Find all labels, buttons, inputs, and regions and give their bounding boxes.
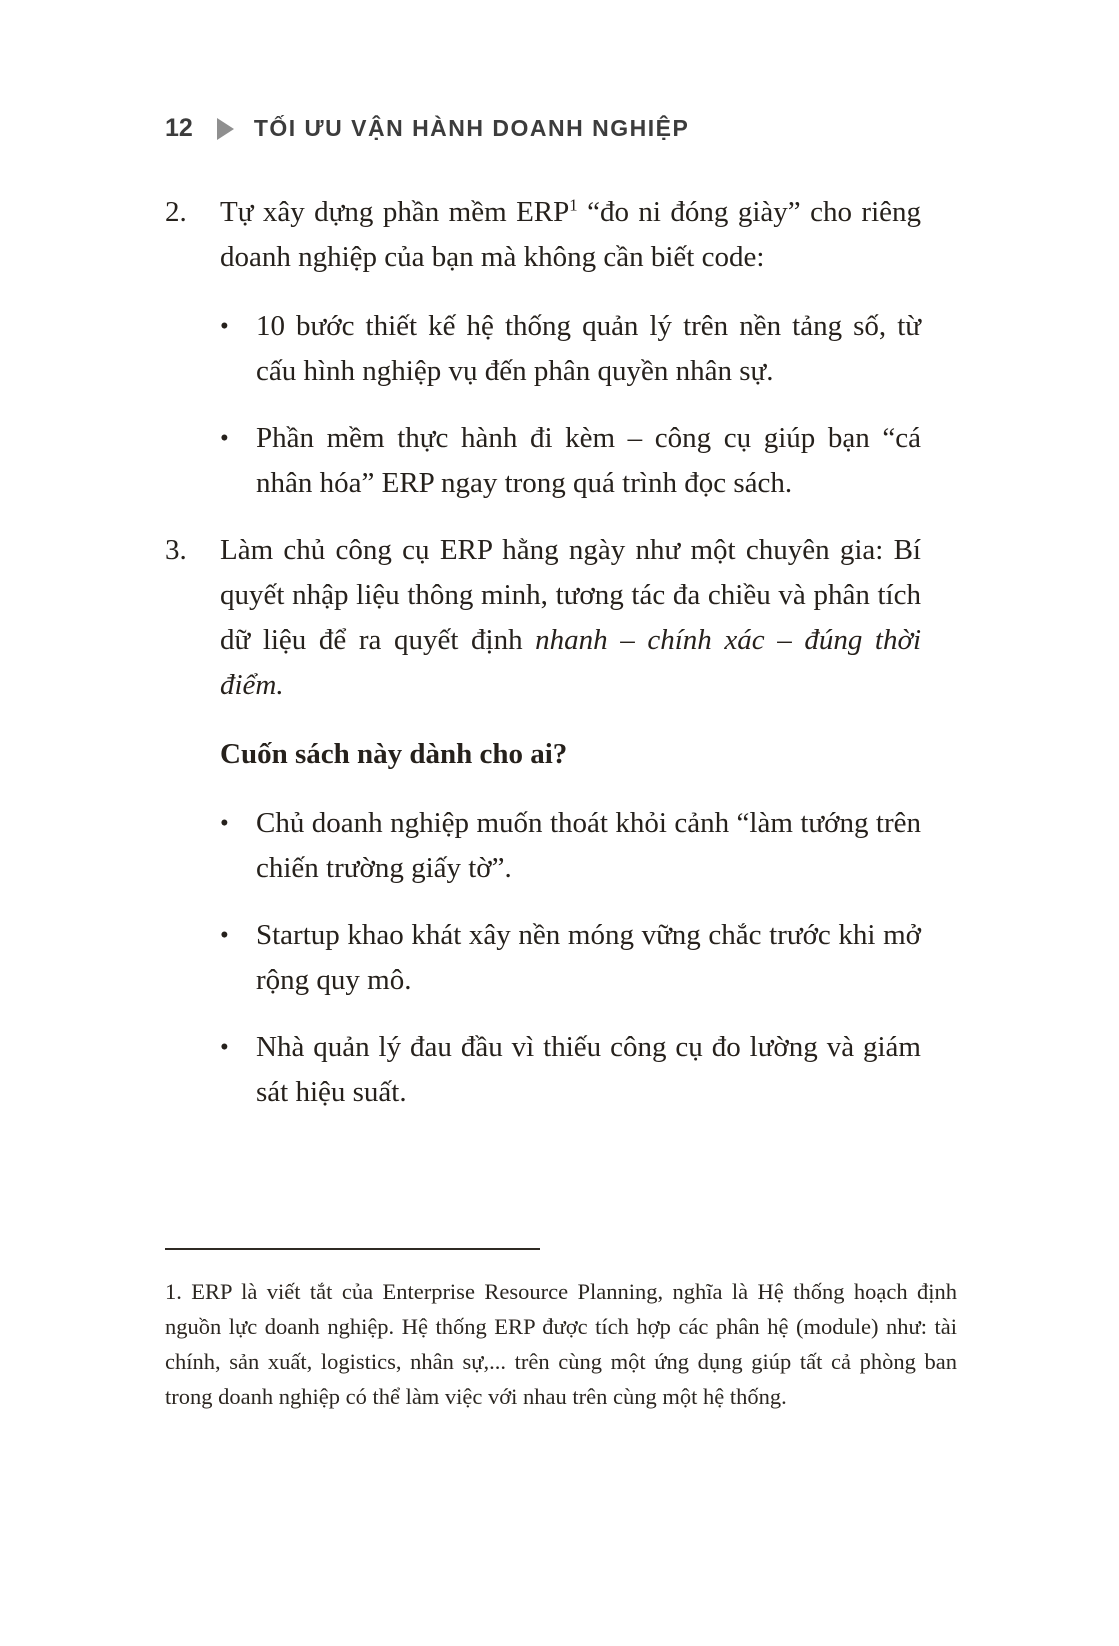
list-item (220, 1025, 921, 1115)
list-item-text (220, 190, 921, 280)
item2-bullet-group (220, 304, 921, 506)
item3-text: Làm chủ công cụ ERP hằng ngày như một chuyên gia: Bí quyết nhập liệu thông minh, tương tác đa chiều và phân tích dữ liệu để ra quyết định (220, 534, 921, 656)
section-subheading: Cuốn sách này dành cho ai? (220, 738, 568, 770)
triangle-icon (217, 118, 234, 140)
footnote-text: 1. ERP là viết tắt của Enterprise Resource Planning, nghĩa là Hệ thống hoạch định nguồn lực doanh nghiệp. Hệ thống ERP được tích hợp các phân hệ (module) như: tài chính, sản xuất, logistics, nhân sự,... trên cùng một ứng dụng giúp tất cả phòng ban trong doanh nghiệp có thể làm việc với nhau trên cùng một hệ thống. (165, 1279, 957, 1409)
item3-italic-phrase: nhanh – chính xác – đúng thời điểm. (220, 624, 922, 701)
list-item-number: 2. (165, 196, 187, 228)
list-item-2 (165, 190, 921, 280)
bullet-text: Nhà quản lý đau đầu vì thiếu công cụ đo lường và giám sát hiệu suất. (256, 1031, 921, 1108)
page-body (165, 190, 921, 1137)
bullet-icon: • (220, 922, 229, 949)
list-item (220, 801, 921, 891)
item2-lead: Tự xây dựng phần mềm ERP (220, 196, 570, 228)
bullet-text: Phần mềm thực hành đi kèm – công cụ giúp bạn “cá nhân hóa” ERP ngay trong quá trình đọc sách. (256, 422, 921, 499)
list-item-number: 3. (165, 534, 187, 566)
bullet-icon: • (220, 425, 229, 452)
list-item-text (220, 528, 921, 708)
bullet-icon: • (220, 810, 229, 837)
bullet-text: 10 bước thiết kế hệ thống quản lý trên nền tảng số, từ cấu hình nghiệp vụ đến phân quyền nhân sự. (256, 310, 921, 387)
bullet-icon: • (220, 313, 229, 340)
page-header (165, 114, 689, 143)
list-item (220, 304, 921, 394)
list-item-3 (165, 528, 921, 708)
bullet-text: Chủ doanh nghiệp muốn thoát khỏi cảnh “làm tướng trên chiến trường giấy tờ”. (256, 807, 921, 884)
bullet-icon: • (220, 1034, 229, 1061)
page-number: 12 (165, 114, 193, 142)
list-item (220, 913, 921, 1003)
footnote-block (165, 1248, 957, 1414)
audience-bullet-group (220, 801, 921, 1115)
item2-after-ref: “đo ni đóng giày” cho riêng doanh nghiệp của bạn mà không cần biết code: (220, 196, 921, 273)
list-item (220, 416, 921, 506)
bullet-text: Startup khao khát xây nền móng vững chắc trước khi mở rộng quy mô. (256, 919, 921, 996)
running-head-title: TỐI ƯU VẬN HÀNH DOANH NGHIỆP (253, 115, 690, 141)
footnote-separator (165, 1248, 540, 1250)
footnote-reference: 1 (569, 195, 578, 215)
